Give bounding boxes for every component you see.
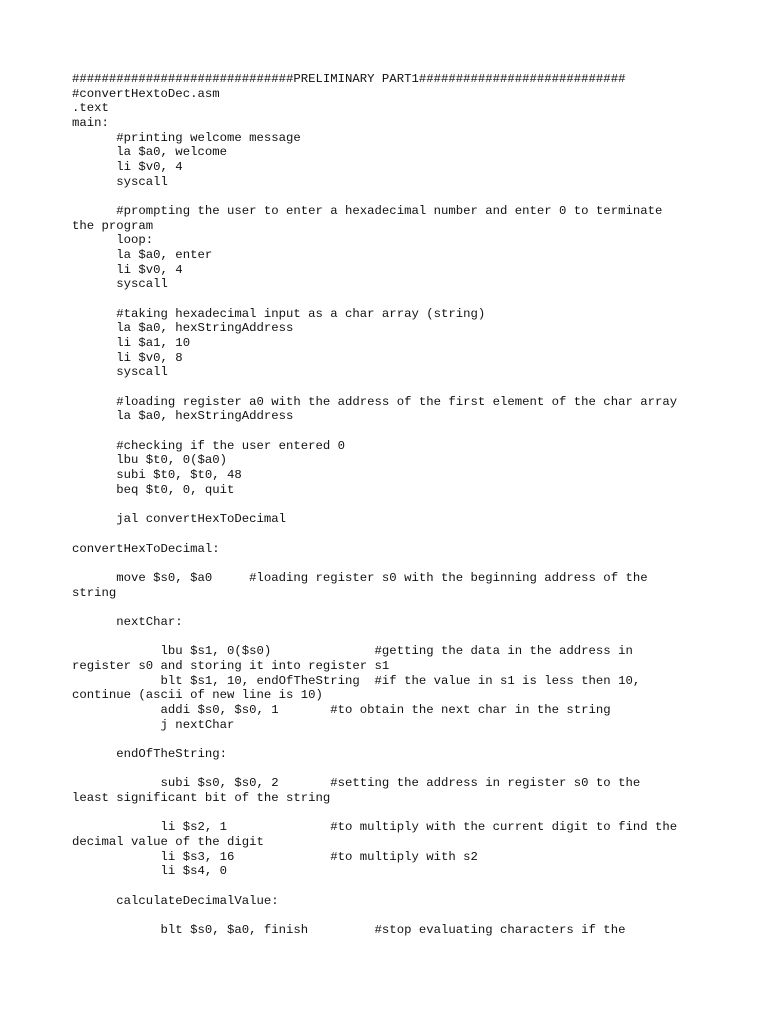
code-line: calculateDecimalValue: [72, 893, 279, 908]
code-line: convertHexToDecimal: [72, 541, 220, 556]
code-line: move $s0, $a0 #loading register s0 with the beginning address of the [72, 570, 648, 585]
code-line: syscall [72, 365, 168, 380]
code-line [72, 189, 712, 204]
code-line: li $s3, 16 #to multiply with s2 [72, 849, 478, 864]
code-line [72, 630, 712, 645]
code-line: the program [72, 218, 154, 233]
code-line: j nextChar [72, 717, 235, 732]
code-line: #convertHextoDec.asm [72, 86, 220, 101]
code-line: #printing welcome message [72, 130, 301, 145]
code-line [72, 908, 712, 923]
code-line: addi $s0, $s0, 1 #to obtain the next char in the string [72, 702, 611, 717]
code-line: syscall [72, 277, 168, 292]
code-line [72, 527, 712, 542]
code-line: la $a0, welcome [72, 145, 227, 160]
code-line: blt $s1, 10, endOfTheString #if the value in s1 is less then 10, [72, 673, 641, 688]
code-line [72, 556, 712, 571]
code-line [72, 732, 712, 747]
code-line: decimal value of the digit [72, 834, 264, 849]
code-line [72, 380, 712, 395]
code-line [72, 879, 712, 894]
code-line: beq $t0, 0, quit [72, 482, 235, 497]
code-line: #checking if the user entered 0 [72, 438, 346, 453]
code-line: blt $s0, $a0, finish #stop evaluating characters if the [72, 922, 626, 937]
code-line: .text [72, 101, 109, 116]
code-line: lbu $s1, 0($s0) #getting the data in the address in [72, 644, 633, 659]
code-line: endOfTheString: [72, 746, 227, 761]
code-line: syscall [72, 174, 168, 189]
code-line [72, 424, 712, 439]
code-line: li $s2, 1 #to multiply with the current digit to find the [72, 820, 678, 835]
code-line: li $v0, 4 [72, 262, 183, 277]
code-line: string [72, 585, 117, 600]
code-line: lbu $t0, 0($a0) [72, 453, 227, 468]
code-line: la $a0, enter [72, 248, 213, 263]
code-line [72, 600, 712, 615]
code-line: li $v0, 4 [72, 160, 183, 175]
code-line: li $v0, 8 [72, 350, 183, 365]
code-line [72, 497, 712, 512]
code-line: subi $s0, $s0, 2 #setting the address in register s0 to the [72, 776, 641, 791]
code-line [72, 292, 712, 307]
code-line: continue (ascii of new line is 10) [72, 688, 323, 703]
code-line: loop: [72, 233, 154, 248]
code-line: la $a0, hexStringAddress [72, 321, 294, 336]
code-line: main: [72, 116, 109, 131]
code-line: subi $t0, $t0, 48 [72, 468, 242, 483]
code-line: li $a1, 10 [72, 336, 191, 351]
code-line [72, 806, 712, 821]
code-line: #taking hexadecimal input as a char array (string) [72, 306, 486, 321]
code-line: la $a0, hexStringAddress [72, 409, 294, 424]
code-line: least significant bit of the string [72, 790, 331, 805]
code-line: li $s4, 0 [72, 864, 227, 879]
code-line [72, 762, 712, 777]
code-line: ##############################PRELIMINARY PART1############################ [72, 72, 626, 86]
code-line: #prompting the user to enter a hexadecimal number and enter 0 to terminate [72, 204, 663, 219]
code-line: #loading register a0 with the address of the first element of the char array [72, 394, 678, 409]
code-document [72, 72, 712, 938]
code-line: nextChar: [72, 614, 183, 629]
code-line: jal convertHexToDecimal [72, 512, 287, 527]
code-line: register s0 and storing it into register s1 [72, 658, 390, 673]
